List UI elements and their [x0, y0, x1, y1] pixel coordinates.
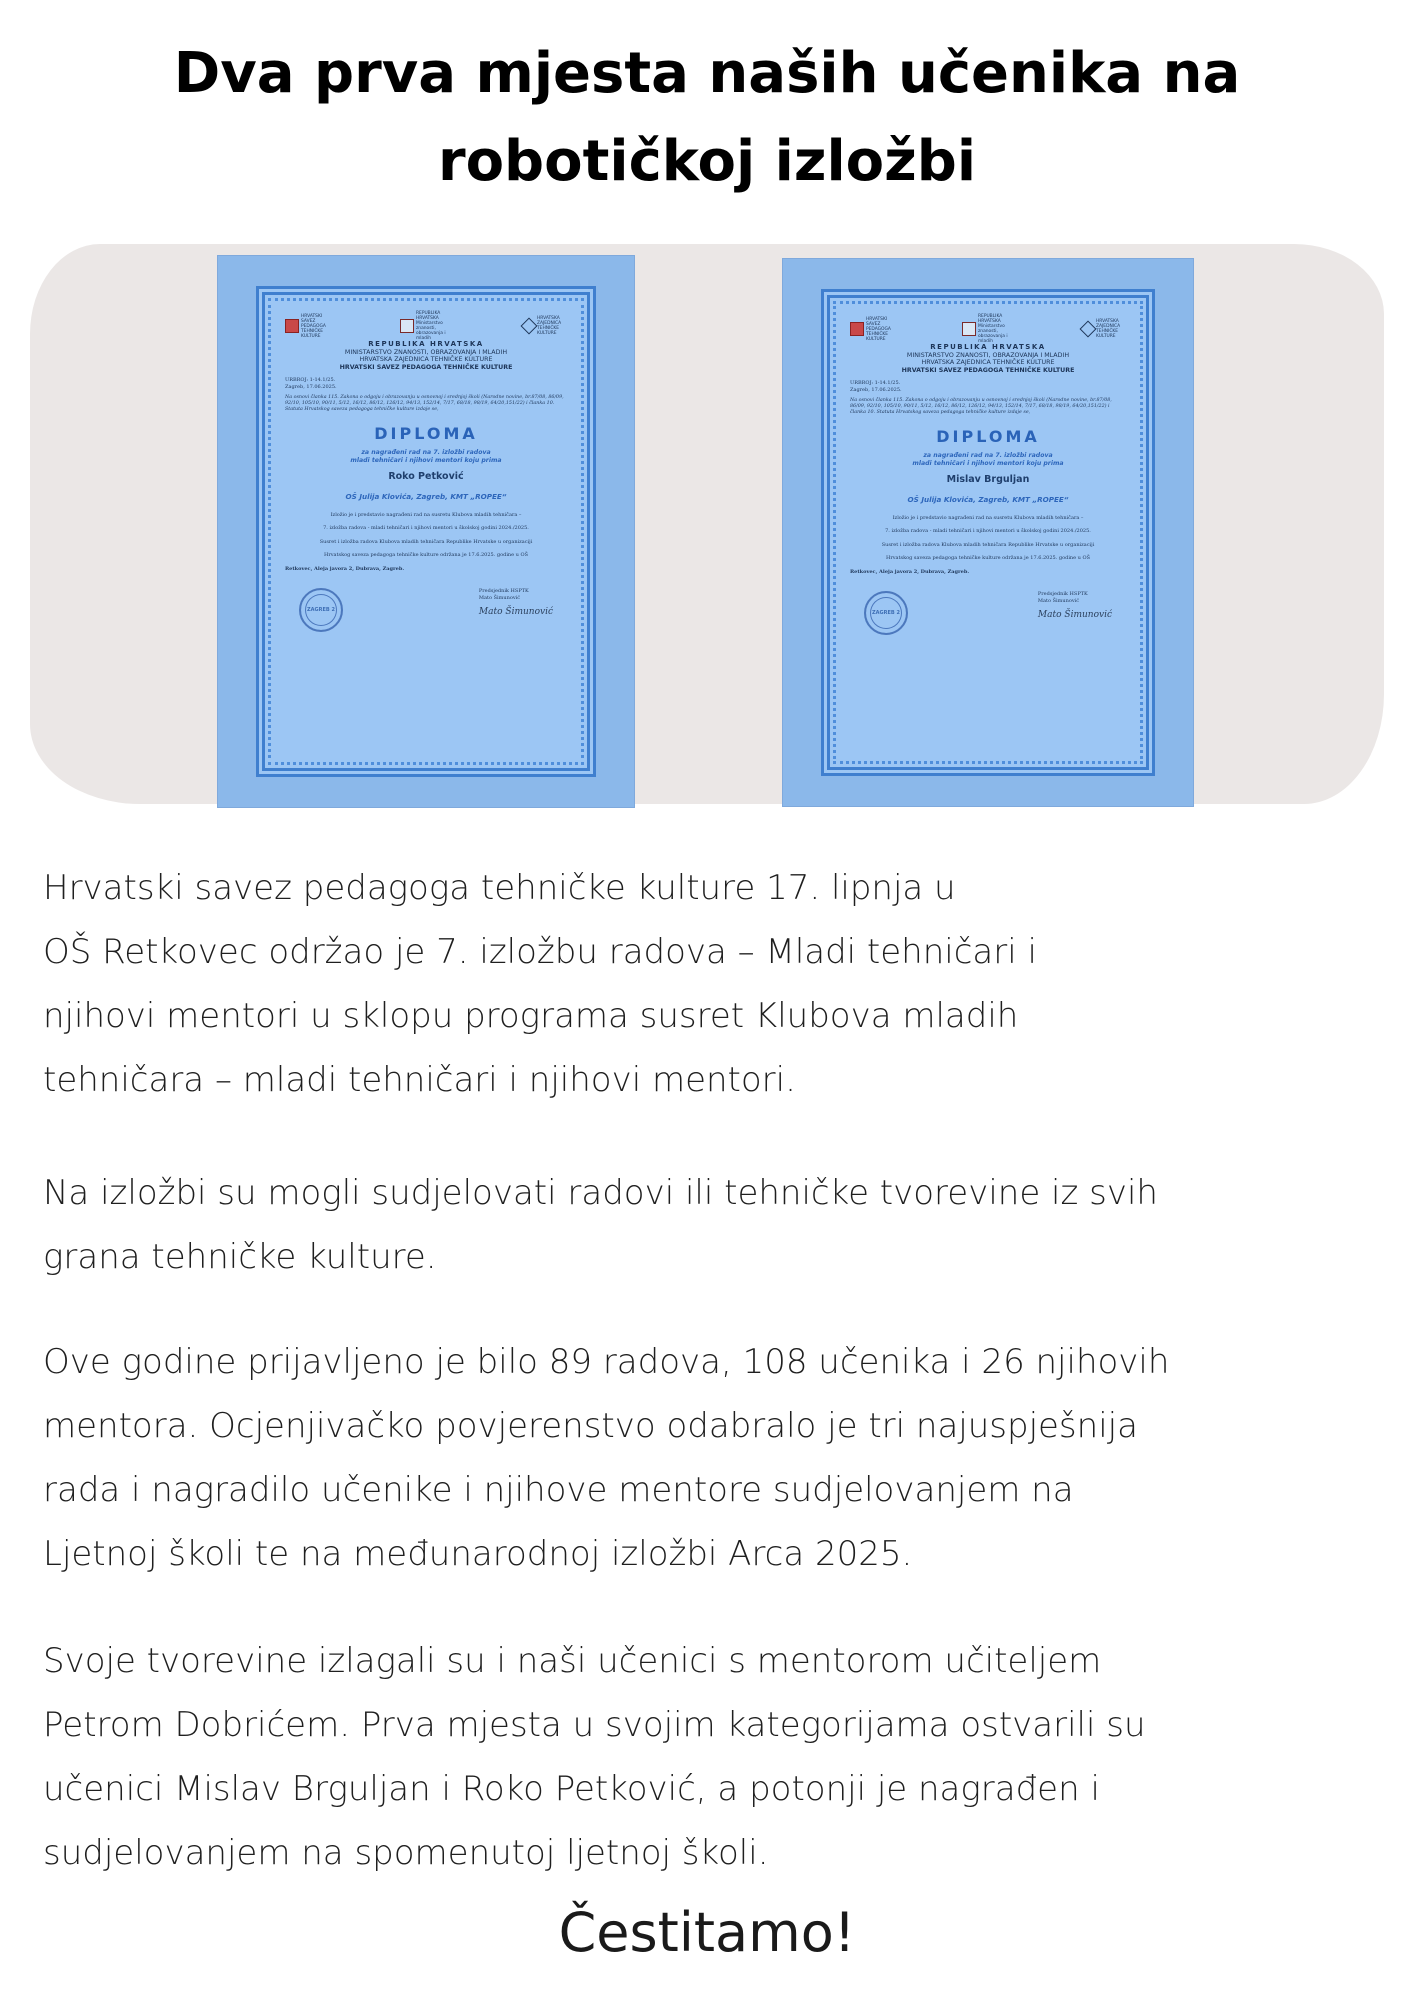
ministry-logo	[400, 311, 460, 341]
signer-title: Predsjednik HSPTK	[1037, 591, 1088, 598]
header-union: HRVATSKI SAVEZ PEDAGOGA TEHNIČKE KULTURE	[901, 366, 1075, 374]
body-line-4: Hrvatskog saveza pedagoga tehničke kulture održana je 17.6.2025. godine u OŠ	[323, 552, 529, 559]
hztk-cube-icon	[521, 318, 538, 335]
paragraph-our-students	[43, 1629, 1383, 1885]
body-line-3: Susret i izložba radova Klubova mladih tehničara Republike Hrvatske u organizaciji	[319, 538, 533, 545]
hsptk-emblem-icon	[850, 322, 864, 336]
signer-name: Mato Šimunović	[1037, 597, 1080, 604]
diploma-photo-roko	[218, 256, 634, 807]
hztk-logo	[1082, 319, 1126, 339]
diploma-body	[285, 509, 567, 577]
urbroj: URBROJ: 1-14.1/25.	[850, 380, 901, 387]
header-union: HRVATSKI SAVEZ PEDAGOGA TEHNIČKE KULTURE	[339, 363, 513, 371]
diploma-date: Zagreb, 17.06.2025.	[850, 386, 902, 393]
signer-name: Mato Šimunović	[478, 594, 521, 601]
diploma-recipient: Mislav Brguljan	[946, 473, 1030, 485]
urbroj: URBROJ: 1-14.1/25.	[285, 377, 336, 384]
hsptk-logo-text: HRVATSKI SAVEZ PEDAGOGA TEHNIČKE KULTURE	[301, 313, 326, 339]
stamp-text: ZAGREB 2	[872, 610, 900, 617]
stamp-icon	[864, 591, 908, 635]
body-line-1: Izložio je i predstavio nagrađeni rad na susretu Klubova mladih tehničara –	[892, 514, 1084, 521]
ministry-logo-text: REPUBLIKA HRVATSKA Ministarstvo znanosti, obrazovanja i mladih	[978, 314, 1008, 344]
hsptk-logo	[850, 317, 902, 342]
title-line-1: Dva prva mjesta naših učenika na	[173, 41, 1241, 106]
diploma-subtitle	[285, 449, 567, 465]
hsptk-logo-text: HRVATSKI SAVEZ PEDAGOGA TEHNIČKE KULTURE	[866, 316, 891, 342]
diploma-signature-area	[850, 591, 1126, 635]
diploma-date: Zagreb, 17.06.2025.	[285, 383, 337, 390]
paragraph-exhibition-intro	[43, 856, 1383, 1112]
subtitle-line-2: mladi tehničari i njihovi mentori koju prima	[350, 456, 502, 464]
paragraph-participation	[43, 1161, 1383, 1289]
paragraph-line: tehničara – mladi tehničari i njihovi mentori.	[43, 1060, 796, 1100]
paragraph-line: njihovi mentori u sklopu programa susret Klubova mladih	[43, 996, 1019, 1036]
diploma-legal-text: Na osnovi članka 115. Zakona o odgoju i obrazovanju u osnovnoj i srednjoj školi (Narodne novine, br.87/08, 86/09, 92/10, 105/10, 90/11, 5/12, 16/12, 86/12, 126/12, 94/13, 152/14, 7/17, 68/18, 98/19, 64/20,151/22) i članka 10. Statuta Hrvatskog saveza pedagoga tehničke kulture izdaje se,	[850, 397, 1112, 416]
paragraph-line: Svoje tvorevine izlagali su i naši učenici s mentorom učiteljem	[43, 1641, 1102, 1681]
hztk-logo-text: HRVATSKA ZAJEDNICA TEHNIČKE KULTURE	[1096, 319, 1121, 339]
hztk-cube-icon	[1080, 321, 1097, 338]
hsptk-emblem-icon	[285, 319, 299, 333]
header-ministry: MINISTARSTVO ZNANOSTI, OBRAZOVANJA I MLADIH	[906, 351, 1070, 359]
signature: Mato Šimunović	[478, 607, 553, 618]
header-ministry: MINISTARSTVO ZNANOSTI, OBRAZOVANJA I MLADIH	[344, 348, 508, 356]
stamp-text: ZAGREB 2	[307, 607, 335, 614]
paragraph-line: grana tehničke kulture.	[43, 1237, 437, 1277]
ministry-logo	[962, 314, 1022, 344]
diploma-subtitle	[850, 452, 1126, 468]
closing-congratulations: Čestitamo!	[558, 1901, 856, 1964]
diploma-recipient: Roko Petković	[388, 470, 464, 482]
paragraph-line: sudjelovanjem na spomenutoj ljetnoj školi.	[43, 1833, 769, 1873]
signer-title: Predsjednik HSPTK	[478, 588, 529, 595]
diploma-title: DIPLOMA	[936, 426, 1040, 446]
body-line-3: Susret i izložba radova Klubova mladih tehničara Republike Hrvatske u organizaciji	[881, 541, 1095, 548]
diploma-header	[850, 344, 1126, 374]
paragraph-line: Petrom Dobrićem. Prva mjesta u svojim kategorijama ostvarili su	[43, 1705, 1146, 1745]
header-country: REPUBLIKA HRVATSKA	[368, 340, 484, 348]
body-line-2: 7. izložba radova - mladi tehničari i njihovi mentori u školskoj godini 2024./2025.	[885, 528, 1091, 535]
body-line-2: 7. izložba radova - mladi tehničari i njihovi mentori u školskoj godini 2024./2025.	[323, 525, 529, 532]
paragraph-line: Na izložbi su mogli sudjelovati radovi ili tehničke tvorevine iz svih	[43, 1173, 1158, 1213]
diploma-logos	[850, 314, 1126, 344]
ministry-logo-text: REPUBLIKA HRVATSKA Ministarstvo znanosti, obrazovanja i mladih	[416, 311, 446, 341]
paragraph-line: učenici Mislav Brguljan i Roko Petković, a potonji je nagrađen i	[43, 1769, 1100, 1809]
header-country: REPUBLIKA HRVATSKA	[930, 343, 1046, 351]
croatian-coat-of-arms-icon	[400, 319, 414, 333]
paragraph-line: Hrvatski savez pedagoga tehničke kulture 17. lipnja u	[43, 868, 956, 908]
paragraph-line: Ove godine prijavljeno je bilo 89 radova, 108 učenika i 26 njihovih	[43, 1342, 1170, 1382]
body-line-1: Izložio je i predstavio nagrađeni rad na susretu Klubova mladih tehničara –	[330, 511, 522, 518]
paragraph-statistics	[43, 1330, 1383, 1586]
signature: Mato Šimunović	[1037, 610, 1112, 621]
subtitle-line-2: mladi tehničari i njihovi mentori koju prima	[912, 459, 1064, 467]
header-community: HRVATSKA ZAJEDNICA TEHNIČKE KULTURE	[921, 359, 1055, 367]
diploma-body	[850, 512, 1126, 580]
title-line-2: robotičkoj izložbi	[437, 129, 977, 194]
header-community: HRVATSKA ZAJEDNICA TEHNIČKE KULTURE	[359, 356, 493, 364]
body-line-5: Retkovec, Aleja javora 2, Dubrava, Zagreb.	[285, 565, 405, 572]
diploma-school: OŠ Julija Klovića, Zagreb, KMT „ROPEE“	[907, 494, 1069, 504]
diploma-sheet	[256, 286, 596, 777]
diploma-sheet	[821, 289, 1155, 776]
diploma-photo-mislav	[783, 259, 1193, 806]
diploma-school: OŠ Julija Klovića, Zagreb, KMT „ROPEE“	[345, 491, 507, 501]
paragraph-line: Ljetnoj školi te na međunarodnoj izložbi Arca 2025.	[43, 1534, 913, 1574]
hztk-logo	[523, 316, 567, 336]
hztk-logo-text: HRVATSKA ZAJEDNICA TEHNIČKE KULTURE	[537, 316, 562, 336]
signer	[1038, 591, 1112, 619]
paragraph-line: mentora. Ocjenjivačko povjerenstvo odabralo je tri najuspješnija	[43, 1406, 1138, 1446]
body-line-5: Retkovec, Aleja javora 2, Dubrava, Zagreb.	[850, 568, 970, 575]
body-line-4: Hrvatskog saveza pedagoga tehničke kulture održana je 17.6.2025. godine u OŠ	[885, 555, 1091, 562]
paragraph-line: OŠ Retkovec održao je 7. izložbu radova – Mladi tehničari i	[43, 932, 1037, 972]
diploma-title: DIPLOMA	[374, 423, 478, 443]
diploma-signature-area	[285, 588, 567, 632]
diploma-reference	[850, 380, 1126, 392]
diploma-logos	[285, 311, 567, 341]
stamp-icon	[299, 588, 343, 632]
diploma-legal-text: Na osnovi članka 115. Zakona o odgoju i obrazovanju u osnovnoj i srednjoj školi (Narodne novine, br.87/08, 86/09, 92/10, 105/10, 90/11, 5/12, 16/12, 86/12, 126/12, 94/13, 152/14, 7/17, 68/18, 98/19, 64/20,151/22) i članka 10. Statuta Hrvatskog saveza pedagoga tehničke kulture izdaje se,	[285, 394, 564, 413]
diploma-header	[285, 341, 567, 371]
subtitle-line-1: za nagrađeni rad na 7. izložbi radova	[923, 451, 1053, 459]
subtitle-line-1: za nagrađeni rad na 7. izložbi radova	[361, 448, 491, 456]
page-title	[0, 30, 1414, 206]
hsptk-logo	[285, 314, 337, 339]
croatian-coat-of-arms-icon	[962, 322, 976, 336]
signer	[479, 588, 553, 616]
diploma-reference	[285, 377, 567, 389]
paragraph-line: rada i nagradilo učenike i njihove mentore sudjelovanjem na	[43, 1470, 1074, 1510]
